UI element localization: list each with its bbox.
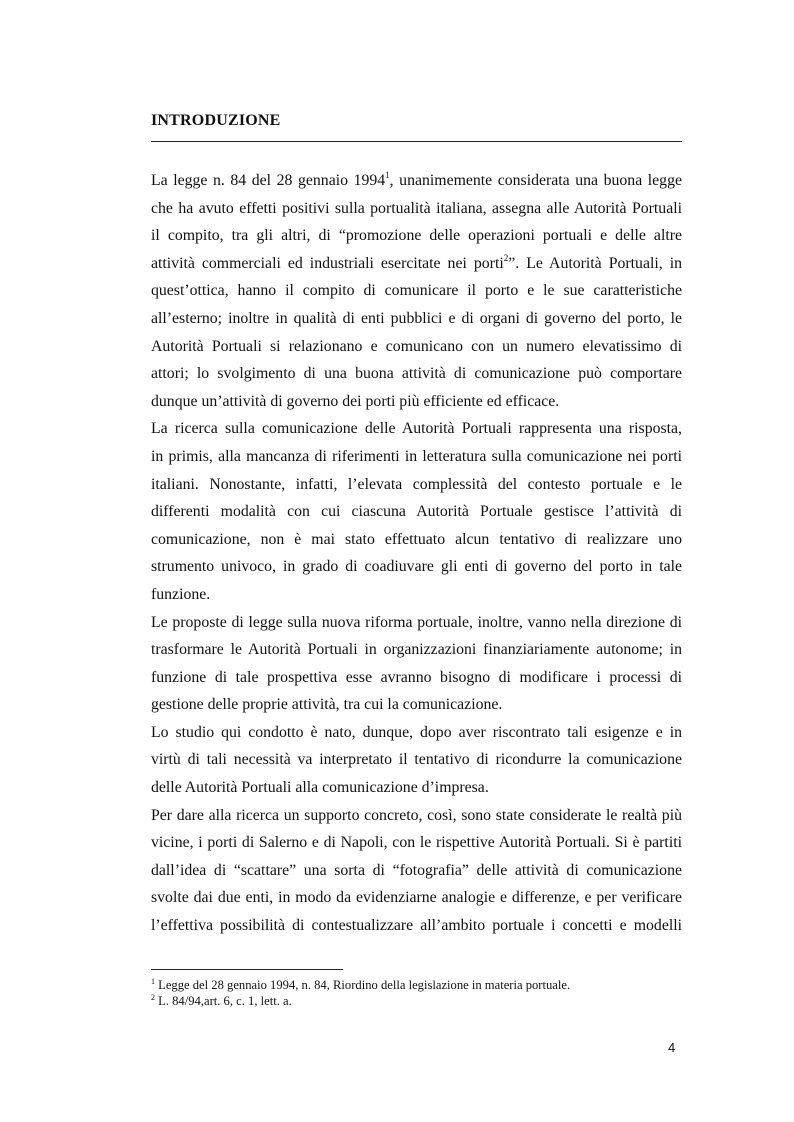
text-line: che ha avuto effetti positivi sulla portualità italiana, assegna alle Autorità Portuali [151, 199, 682, 217]
text-line [151, 250, 682, 278]
text-line: attori; lo svolgimento di una buona attività di comunicazione può comportare [151, 365, 682, 383]
text-line: in primis, alla mancanza di riferimenti in letteratura sulla comunicazione nei porti [151, 447, 682, 465]
text-line: funzione. [151, 585, 211, 603]
text-line: svolte dai due enti, in modo da evidenziarne analogie e differenze, e per verificare [151, 889, 682, 907]
text-line: italiani. Nonostante, infatti, l’elevata complessità del contesto portuale e le [151, 475, 682, 493]
text-line: delle Autorità Portuali alla comunicazione d’impresa. [151, 779, 489, 797]
paragraph [151, 719, 682, 802]
footnote-reference: 1 [385, 170, 390, 180]
text-line: Le proposte di legge sulla nuova riforma portuale, inoltre, vanno nella direzione di [151, 613, 682, 631]
text-line: virtù di tali necessità va interpretato il tentativo di ricondurre la comunicazione [151, 751, 682, 769]
text-line: Per dare alla ricerca un supporto concreto, così, sono state considerate le realtà più [151, 806, 682, 824]
paragraph [151, 802, 682, 940]
paragraph [151, 415, 682, 608]
footnote-mark: 2 [151, 993, 155, 1002]
page-number: 4 [668, 1040, 676, 1055]
text-line: funzione di tale prospettiva esse avranno bisogno di modificare i processi di [151, 668, 682, 686]
section-heading: INTRODUZIONE [151, 112, 281, 129]
text-line: La ricerca sulla comunicazione delle Autorità Portuali rappresenta una risposta, [151, 420, 682, 438]
text-line: comunicazione, non è mai stato effettuato alcun tentativo di realizzare uno [151, 530, 682, 548]
text-line: Lo studio qui condotto è nato, dunque, dopo aver riscontrato tali esigenze e in [151, 723, 682, 741]
footnote [151, 977, 682, 993]
text-line: l’effettiva possibilità di contestualizzare all’ambito portuale i concetti e modelli [151, 917, 682, 935]
text-fragment: , unanimemente considerata una buona legge [389, 172, 682, 189]
footnote-text: Legge del 28 gennaio 1994, n. 84, Riordino della legislazione in materia portuale. [155, 978, 571, 992]
text-line: gestione delle proprie attività, tra cui la comunicazione. [151, 696, 503, 714]
text-line: strumento univoco, in grado di coadiuvare gli enti di governo del porto in tale [151, 558, 682, 576]
text-fragment: attività commerciali ed industriali esercitate nei porti [151, 254, 504, 272]
text-line: vicine, i porti di Salerno e di Napoli, con le rispettive Autorità Portuali. Si è partiti [151, 834, 682, 852]
text-fragment: ”. Le Autorità Portuali, in [508, 254, 683, 272]
footnote [151, 993, 682, 1009]
text-line: all’esterno; inoltre in qualità di enti pubblici e di organi di governo del porto, le [151, 309, 682, 327]
text-line: trasformare le Autorità Portuali in organizzazioni finanziariamente autonome; in [151, 641, 682, 659]
footnote-separator [151, 969, 343, 970]
text-line: differenti modalità con cui ciascuna Autorità Portuale gestisce l’attività di [151, 503, 682, 521]
text-line: il compito, tra gli altri, di “promozione delle operazioni portuali e delle altre [151, 227, 682, 245]
heading-underline [151, 141, 682, 142]
footnote-text: L. 84/94,art. 6, c. 1, lett. a. [155, 994, 292, 1008]
footnote-reference: 2 [503, 252, 509, 263]
footnote-mark: 1 [151, 977, 155, 986]
paragraph [151, 167, 682, 415]
text-line [151, 167, 682, 195]
text-fragment: La legge n. 84 del 28 gennaio 1994 [151, 172, 386, 189]
text-line: dunque un’attività di governo dei porti più efficiente ed efficace. [151, 392, 560, 410]
footnotes [151, 977, 682, 1009]
text-line: quest’ottica, hanno il compito di comunicare il porto e le sue caratteristiche [151, 282, 682, 300]
body-text [151, 167, 682, 940]
text-line: dall’idea di “scattare” una sorta di “fotografia” delle attività di comunicazione [151, 861, 682, 879]
paragraph [151, 609, 682, 719]
text-line: Autorità Portuali si relazionano e comunicano con un numero elevatissimo di [151, 337, 682, 355]
